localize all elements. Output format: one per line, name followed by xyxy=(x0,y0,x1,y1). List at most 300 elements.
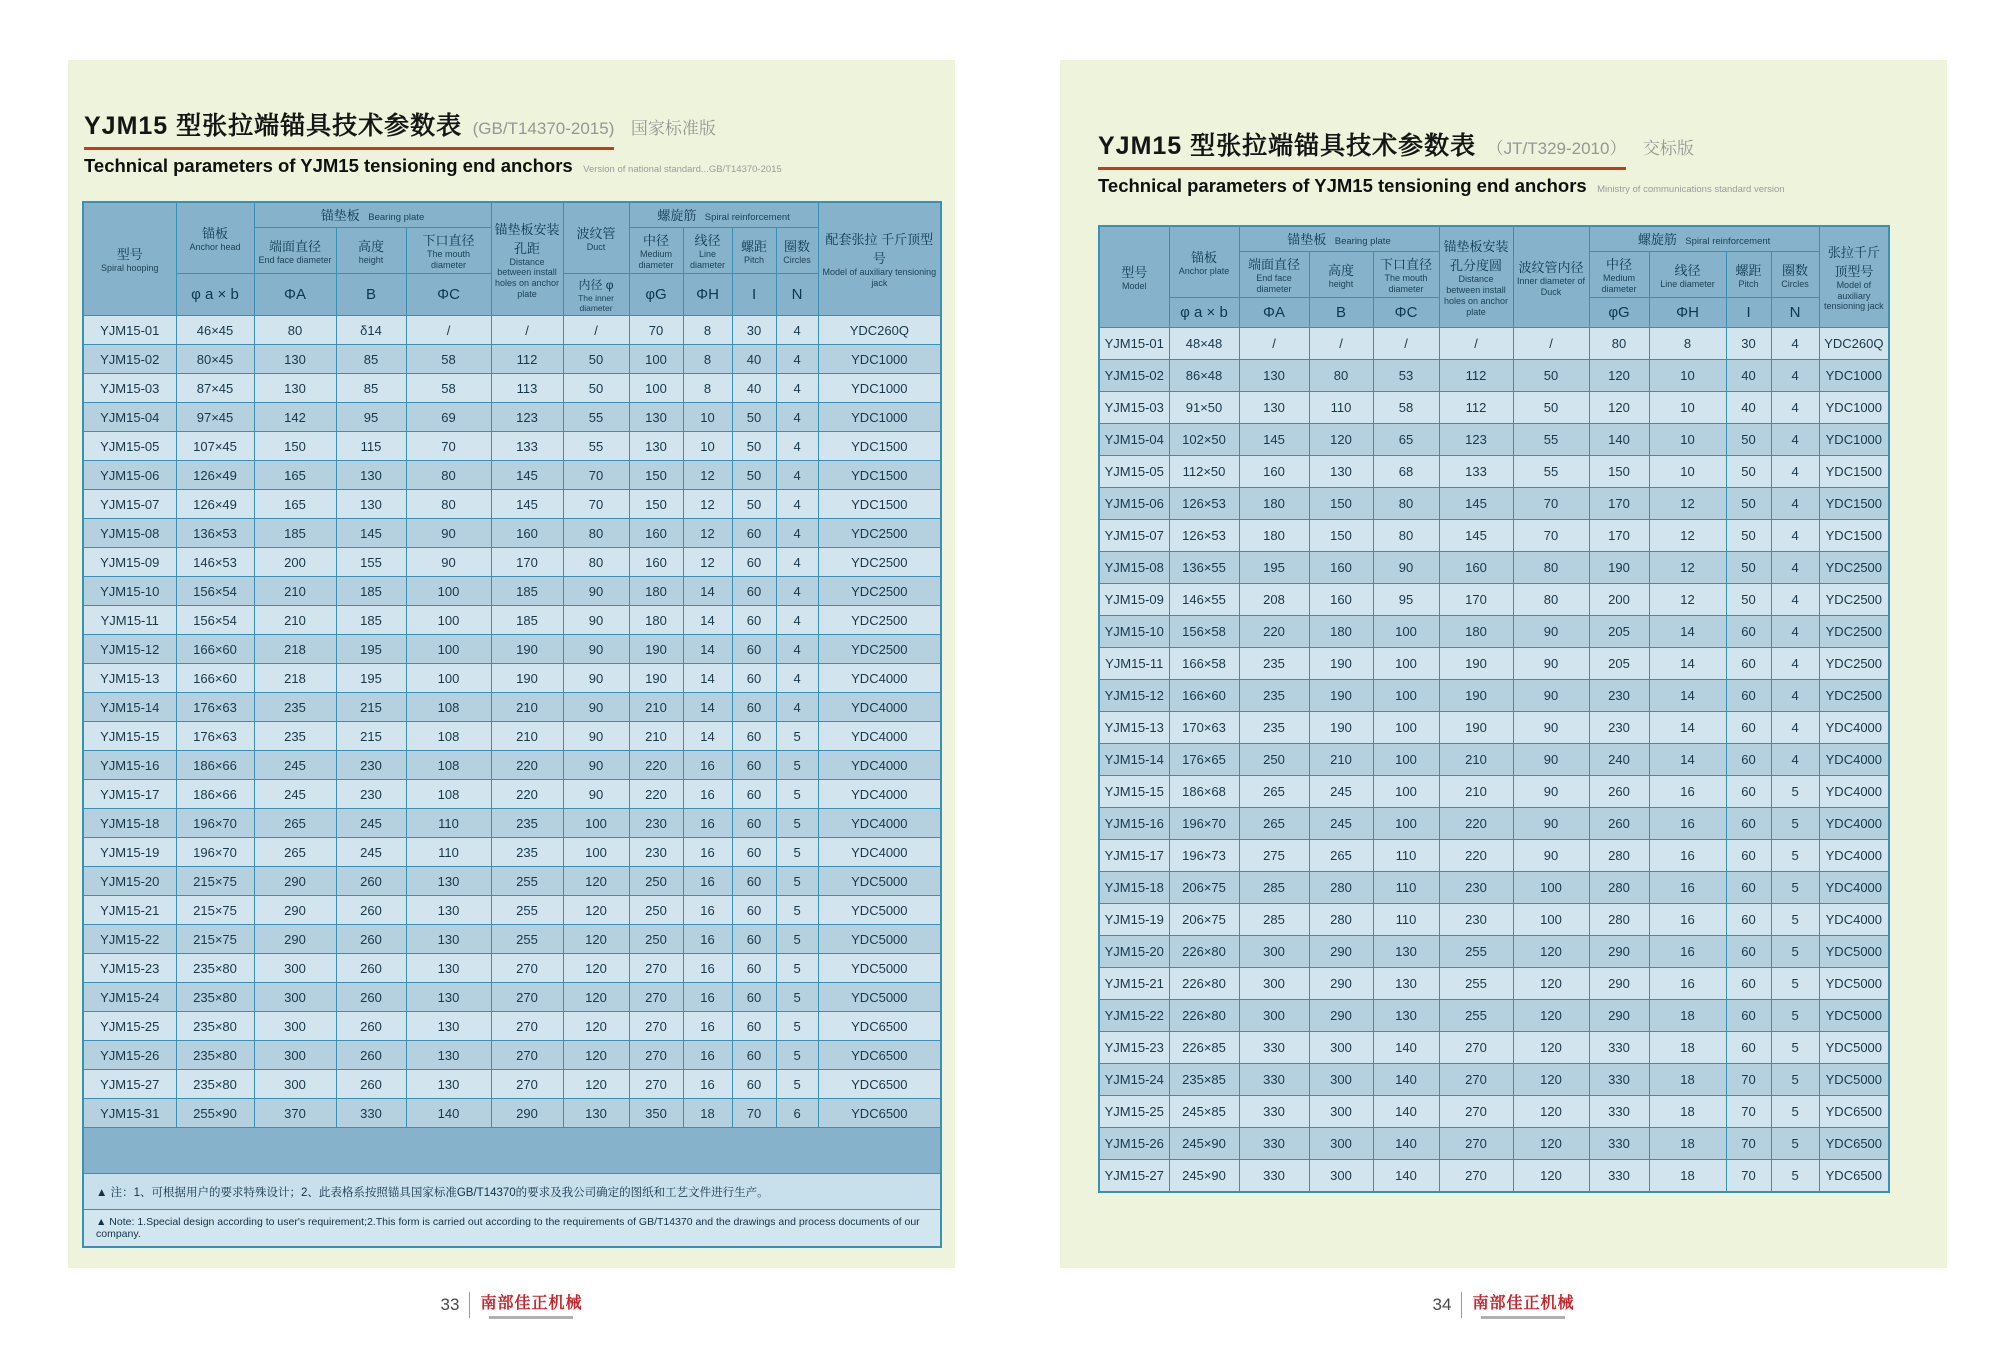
value-cell: 330 xyxy=(1239,1064,1309,1096)
subtitle-note: Version of national standard...GB/T14370-2015 xyxy=(583,164,782,175)
subtitle-row xyxy=(1098,175,1947,197)
model-cell: YJM15-03 xyxy=(1099,392,1169,424)
value-cell: 5 xyxy=(1771,936,1819,968)
col-header-anchor xyxy=(176,202,254,274)
value-cell: 40 xyxy=(732,374,776,403)
value-cell: YDC4000 xyxy=(818,722,941,751)
value-cell: 215×75 xyxy=(176,867,254,896)
value-cell: 112 xyxy=(1439,360,1513,392)
label-zh: 下口直径 xyxy=(422,233,475,249)
value-cell: 330 xyxy=(1589,1032,1649,1064)
value-cell: 145 xyxy=(1439,488,1513,520)
value-cell: 60 xyxy=(732,896,776,925)
value-cell: 270 xyxy=(491,954,563,983)
symbol-medium: φG xyxy=(1589,298,1649,328)
value-cell: 50 xyxy=(1726,520,1771,552)
label-zh: 锚垫板安装孔分度圆 xyxy=(1443,239,1509,274)
value-cell: 120 xyxy=(563,896,629,925)
table-row xyxy=(83,954,941,983)
value-cell: 300 xyxy=(254,1070,336,1099)
col-group-spiral-reinforcement xyxy=(629,202,818,228)
value-cell: 65 xyxy=(1373,424,1439,456)
value-cell: YDC1000 xyxy=(818,403,941,432)
model-cell: YJM15-20 xyxy=(83,867,176,896)
model-cell: YJM15-19 xyxy=(1099,904,1169,936)
model-cell: YJM15-11 xyxy=(1099,648,1169,680)
value-cell: 16 xyxy=(683,896,732,925)
value-cell: 186×66 xyxy=(176,751,254,780)
value-cell: 10 xyxy=(1649,392,1726,424)
value-cell: 90 xyxy=(406,519,491,548)
value-cell: 185 xyxy=(336,577,406,606)
value-cell: 165 xyxy=(254,461,336,490)
model-cell: YJM15-07 xyxy=(83,490,176,519)
table-row xyxy=(1099,744,1889,776)
value-cell: 205 xyxy=(1589,616,1649,648)
value-cell: 160 xyxy=(1439,552,1513,584)
model-cell: YJM15-03 xyxy=(83,374,176,403)
model-cell: YJM15-08 xyxy=(83,519,176,548)
value-cell: 10 xyxy=(683,432,732,461)
value-cell: YDC6500 xyxy=(1819,1160,1889,1192)
table-row xyxy=(1099,1032,1889,1064)
value-cell: 16 xyxy=(1649,904,1726,936)
edition-label: 交标版 xyxy=(1642,139,1694,158)
value-cell: 100 xyxy=(1373,744,1439,776)
table-row xyxy=(1099,808,1889,840)
value-cell: 190 xyxy=(1439,648,1513,680)
value-cell: 5 xyxy=(1771,1128,1819,1160)
value-cell: 330 xyxy=(336,1099,406,1128)
label-en: Anchor plate xyxy=(1178,266,1230,277)
label-en: Bearing plate xyxy=(1334,236,1391,247)
note-text-zh: ▲ 注：1、可根据用户的要求特殊设计；2、此表格系按照锚具国家标准GB/T14370的要求及我公司确定的图纸和工艺文件进行生产。 xyxy=(83,1174,941,1210)
value-cell: 50 xyxy=(732,461,776,490)
label-en: Circles xyxy=(783,254,811,265)
label-zh: 端面直径 xyxy=(1247,257,1300,273)
value-cell: 226×80 xyxy=(1169,1000,1239,1032)
value-cell: 255×90 xyxy=(176,1099,254,1128)
model-cell: YJM15-02 xyxy=(83,345,176,374)
value-cell: 120 xyxy=(1513,968,1589,1000)
title-underline xyxy=(84,106,614,150)
value-cell: 90 xyxy=(1513,808,1589,840)
col-group-bearing-plate xyxy=(254,202,491,228)
value-cell: 14 xyxy=(683,577,732,606)
value-cell: 60 xyxy=(732,664,776,693)
table-row xyxy=(83,374,941,403)
value-cell: 350 xyxy=(629,1099,683,1128)
value-cell: 215 xyxy=(336,722,406,751)
value-cell: 220 xyxy=(1439,840,1513,872)
table-row xyxy=(1099,968,1889,1000)
value-cell: YDC5000 xyxy=(1819,1000,1889,1032)
value-cell: 50 xyxy=(732,432,776,461)
value-cell: 155 xyxy=(336,548,406,577)
value-cell: 60 xyxy=(732,925,776,954)
value-cell: 142 xyxy=(254,403,336,432)
edition-label: 国家标准版 xyxy=(630,119,716,138)
value-cell: 130 xyxy=(1309,456,1373,488)
value-cell: 4 xyxy=(1771,680,1819,712)
value-cell: / xyxy=(1439,328,1513,360)
model-cell: YJM15-24 xyxy=(83,983,176,1012)
value-cell: YDC2500 xyxy=(1819,616,1889,648)
value-cell: 30 xyxy=(1726,328,1771,360)
value-cell: 245 xyxy=(336,809,406,838)
value-cell: 60 xyxy=(1726,872,1771,904)
value-cell: 300 xyxy=(1239,968,1309,1000)
value-cell: 370 xyxy=(254,1099,336,1128)
symbol-line: ΦH xyxy=(683,274,732,316)
value-cell: 4 xyxy=(1771,648,1819,680)
value-cell: 16 xyxy=(683,809,732,838)
value-cell: YDC5000 xyxy=(818,983,941,1012)
symbol-circles: N xyxy=(776,274,818,316)
value-cell: 130 xyxy=(1239,392,1309,424)
model-cell: YJM15-14 xyxy=(1099,744,1169,776)
note-row-zh xyxy=(83,1174,941,1210)
label-zh: 张拉千斤顶型号 xyxy=(1827,244,1880,279)
value-cell: 250 xyxy=(629,867,683,896)
value-cell: 90 xyxy=(1513,776,1589,808)
value-cell: 160 xyxy=(1309,552,1373,584)
value-cell: 226×80 xyxy=(1169,936,1239,968)
value-cell: 130 xyxy=(254,345,336,374)
value-cell: 130 xyxy=(406,1012,491,1041)
value-cell: 70 xyxy=(563,461,629,490)
value-cell: YDC4000 xyxy=(1819,776,1889,808)
label-zh: 中径 xyxy=(1606,257,1633,273)
table-row xyxy=(83,635,941,664)
value-cell: 4 xyxy=(776,548,818,577)
model-cell: YJM15-23 xyxy=(83,954,176,983)
value-cell: 110 xyxy=(1373,840,1439,872)
value-cell: 190 xyxy=(1309,648,1373,680)
table-row xyxy=(83,606,941,635)
value-cell: 60 xyxy=(732,838,776,867)
value-cell: 50 xyxy=(1726,584,1771,616)
value-cell: 330 xyxy=(1239,1128,1309,1160)
footer-divider xyxy=(469,1292,470,1318)
value-cell: 190 xyxy=(1309,680,1373,712)
model-cell: YJM15-13 xyxy=(83,664,176,693)
value-cell: 190 xyxy=(1439,712,1513,744)
value-cell: 270 xyxy=(491,983,563,1012)
table-row xyxy=(83,345,941,374)
value-cell: YDC2500 xyxy=(1819,584,1889,616)
value-cell: 4 xyxy=(776,664,818,693)
value-cell: 60 xyxy=(732,635,776,664)
value-cell: 265 xyxy=(254,809,336,838)
value-cell: 5 xyxy=(776,838,818,867)
value-cell: 60 xyxy=(732,693,776,722)
value-cell: 70 xyxy=(406,432,491,461)
value-cell: YDC2500 xyxy=(818,577,941,606)
value-cell: 60 xyxy=(732,519,776,548)
label-zh: 下口直径 xyxy=(1380,257,1433,273)
value-cell: 235 xyxy=(254,722,336,751)
value-cell: 210 xyxy=(254,606,336,635)
col-header-line-diameter xyxy=(1649,252,1726,298)
value-cell: 16 xyxy=(1649,872,1726,904)
value-cell: 14 xyxy=(1649,648,1726,680)
label-en: Pitch xyxy=(744,254,765,265)
value-cell: YDC4000 xyxy=(818,664,941,693)
table-row xyxy=(1099,936,1889,968)
value-cell: 90 xyxy=(563,606,629,635)
col-header-install-distance xyxy=(491,202,563,316)
label-en: Pitch xyxy=(1738,278,1759,289)
value-cell: YDC2500 xyxy=(818,606,941,635)
value-cell: YDC6500 xyxy=(818,1099,941,1128)
value-cell: 120 xyxy=(1589,392,1649,424)
value-cell: 4 xyxy=(1771,584,1819,616)
page-header-left xyxy=(68,60,955,177)
value-cell: 123 xyxy=(491,403,563,432)
value-cell: 280 xyxy=(1309,872,1373,904)
value-cell: YDC1500 xyxy=(818,461,941,490)
value-cell: 100 xyxy=(1373,680,1439,712)
value-cell: 60 xyxy=(1726,680,1771,712)
value-cell: 10 xyxy=(1649,424,1726,456)
value-cell: / xyxy=(406,316,491,345)
value-cell: 140 xyxy=(1373,1096,1439,1128)
value-cell: 14 xyxy=(1649,616,1726,648)
value-cell: 130 xyxy=(1373,936,1439,968)
value-cell: 55 xyxy=(563,403,629,432)
value-cell: 206×75 xyxy=(1169,904,1239,936)
value-cell: 4 xyxy=(776,316,818,345)
table-body xyxy=(83,316,941,1128)
value-cell: 60 xyxy=(1726,936,1771,968)
value-cell: 4 xyxy=(1771,488,1819,520)
model-cell: YJM15-26 xyxy=(83,1041,176,1070)
table-row xyxy=(83,490,941,519)
value-cell: 70 xyxy=(1726,1160,1771,1192)
value-cell: 60 xyxy=(732,606,776,635)
value-cell: 91×50 xyxy=(1169,392,1239,424)
value-cell: 14 xyxy=(683,693,732,722)
table-row xyxy=(1099,840,1889,872)
value-cell: 55 xyxy=(1513,456,1589,488)
value-cell: 260 xyxy=(336,1041,406,1070)
value-cell: 4 xyxy=(1771,744,1819,776)
value-cell: 260 xyxy=(336,954,406,983)
value-cell: 290 xyxy=(254,867,336,896)
value-cell: 215 xyxy=(336,693,406,722)
value-cell: 46×45 xyxy=(176,316,254,345)
value-cell: 140 xyxy=(1373,1160,1439,1192)
value-cell: 220 xyxy=(1439,808,1513,840)
value-cell: 220 xyxy=(491,780,563,809)
symbol-mouth: ΦC xyxy=(406,274,491,316)
value-cell: 260 xyxy=(336,1012,406,1041)
value-cell: 5 xyxy=(1771,904,1819,936)
table-row xyxy=(83,693,941,722)
table-row xyxy=(83,1041,941,1070)
value-cell: 100 xyxy=(1373,648,1439,680)
model-cell: YJM15-31 xyxy=(83,1099,176,1128)
value-cell: 133 xyxy=(1439,456,1513,488)
value-cell: 146×53 xyxy=(176,548,254,577)
value-cell: 16 xyxy=(683,954,732,983)
value-cell: 90 xyxy=(1513,648,1589,680)
value-cell: 215×75 xyxy=(176,896,254,925)
label-en: The mouth diameter xyxy=(1384,273,1428,294)
page-number: 34 xyxy=(1432,1294,1452,1314)
value-cell: 190 xyxy=(1309,712,1373,744)
value-cell: 112 xyxy=(1439,392,1513,424)
value-cell: 90 xyxy=(563,780,629,809)
value-cell: 330 xyxy=(1589,1128,1649,1160)
table-row xyxy=(1099,360,1889,392)
value-cell: 50 xyxy=(1726,456,1771,488)
value-cell: 120 xyxy=(563,1070,629,1099)
value-cell: 208 xyxy=(1239,584,1309,616)
value-cell: 185 xyxy=(336,606,406,635)
label-en: Model xyxy=(1121,281,1147,292)
value-cell: 130 xyxy=(1373,968,1439,1000)
value-cell: 190 xyxy=(629,664,683,693)
value-cell: YDC1000 xyxy=(1819,392,1889,424)
value-cell: 255 xyxy=(491,867,563,896)
value-cell: 12 xyxy=(1649,520,1726,552)
value-cell: 12 xyxy=(1649,488,1726,520)
col-header-pitch xyxy=(732,228,776,274)
value-cell: 185 xyxy=(491,577,563,606)
model-cell: YJM15-14 xyxy=(83,693,176,722)
symbol-end-face: ΦA xyxy=(1239,298,1309,328)
parameters-table-gb xyxy=(82,201,942,1248)
value-cell: 4 xyxy=(776,432,818,461)
model-cell: YJM15-20 xyxy=(1099,936,1169,968)
value-cell: 80 xyxy=(563,548,629,577)
value-cell: 80 xyxy=(1373,520,1439,552)
col-header-medium-diameter xyxy=(629,228,683,274)
footer-divider xyxy=(1461,1292,1462,1318)
table-row xyxy=(1099,1160,1889,1192)
value-cell: 16 xyxy=(1649,776,1726,808)
table-row xyxy=(1099,328,1889,360)
value-cell: 240 xyxy=(1589,744,1649,776)
page-header-right xyxy=(1060,60,1947,197)
value-cell: 196×70 xyxy=(176,809,254,838)
value-cell: 235×80 xyxy=(176,1041,254,1070)
value-cell: YDC2500 xyxy=(818,548,941,577)
table-row xyxy=(83,983,941,1012)
table-row xyxy=(1099,456,1889,488)
table-row xyxy=(1099,392,1889,424)
value-cell: 60 xyxy=(1726,1032,1771,1064)
value-cell: 70 xyxy=(1513,488,1589,520)
value-cell: 120 xyxy=(1513,1160,1589,1192)
value-cell: 126×49 xyxy=(176,461,254,490)
value-cell: 150 xyxy=(1309,520,1373,552)
value-cell: 300 xyxy=(1239,936,1309,968)
model-cell: YJM15-27 xyxy=(83,1070,176,1099)
value-cell: 196×70 xyxy=(176,838,254,867)
value-cell: 90 xyxy=(563,664,629,693)
symbol-pitch: I xyxy=(732,274,776,316)
value-cell: 16 xyxy=(683,925,732,954)
value-cell: 10 xyxy=(1649,456,1726,488)
symbol-anchor: φ a × b xyxy=(1169,298,1239,328)
value-cell: 16 xyxy=(1649,936,1726,968)
value-cell: YDC1500 xyxy=(1819,488,1889,520)
value-cell: 226×80 xyxy=(1169,968,1239,1000)
value-cell: 230 xyxy=(1589,680,1649,712)
table-row xyxy=(83,867,941,896)
value-cell: 160 xyxy=(629,548,683,577)
table-row xyxy=(83,751,941,780)
table-row xyxy=(1099,904,1889,936)
value-cell: 290 xyxy=(1309,968,1373,1000)
value-cell: 12 xyxy=(683,461,732,490)
value-cell: 285 xyxy=(1239,872,1309,904)
col-header-model xyxy=(1099,226,1169,328)
value-cell: 330 xyxy=(1589,1096,1649,1128)
value-cell: 12 xyxy=(1649,584,1726,616)
value-cell: 120 xyxy=(1513,1000,1589,1032)
value-cell: 270 xyxy=(1439,1096,1513,1128)
value-cell: 60 xyxy=(732,954,776,983)
value-cell: 330 xyxy=(1239,1032,1309,1064)
value-cell: 50 xyxy=(732,403,776,432)
label-en: Spiral reinforcement xyxy=(1685,236,1771,247)
value-cell: 245 xyxy=(1309,808,1373,840)
label-zh: 螺距 xyxy=(741,238,768,254)
value-cell: 145 xyxy=(491,490,563,519)
value-cell: 58 xyxy=(406,374,491,403)
value-cell: 270 xyxy=(491,1012,563,1041)
value-cell: 95 xyxy=(1373,584,1439,616)
value-cell: 60 xyxy=(732,1041,776,1070)
value-cell: 16 xyxy=(683,1070,732,1099)
standard-code: （JT/T329-2010） xyxy=(1486,139,1627,158)
value-cell: 245 xyxy=(254,751,336,780)
table-row xyxy=(1099,1000,1889,1032)
value-cell: 235 xyxy=(491,809,563,838)
value-cell: 55 xyxy=(563,432,629,461)
value-cell: 16 xyxy=(683,1012,732,1041)
table-header xyxy=(1099,226,1889,328)
col-header-jack-model xyxy=(818,202,941,316)
value-cell: 130 xyxy=(406,896,491,925)
value-cell: / xyxy=(1239,328,1309,360)
model-cell: YJM15-21 xyxy=(83,896,176,925)
value-cell: 270 xyxy=(491,1041,563,1070)
value-cell: 108 xyxy=(406,780,491,809)
value-cell: 280 xyxy=(1589,840,1649,872)
value-cell: 120 xyxy=(1513,1032,1589,1064)
table-row xyxy=(1099,552,1889,584)
value-cell: 185 xyxy=(491,606,563,635)
value-cell: 18 xyxy=(1649,1000,1726,1032)
value-cell: 100 xyxy=(629,374,683,403)
value-cell: 5 xyxy=(776,1041,818,1070)
symbol-line: ΦH xyxy=(1649,298,1726,328)
table-row xyxy=(1099,776,1889,808)
value-cell: YDC2500 xyxy=(818,519,941,548)
col-header-duct xyxy=(563,202,629,274)
label-en: Medium diameter xyxy=(638,249,674,270)
value-cell: 16 xyxy=(683,780,732,809)
value-cell: YDC4000 xyxy=(1819,712,1889,744)
value-cell: 300 xyxy=(254,1041,336,1070)
value-cell: 120 xyxy=(1309,424,1373,456)
value-cell: YDC1000 xyxy=(818,374,941,403)
